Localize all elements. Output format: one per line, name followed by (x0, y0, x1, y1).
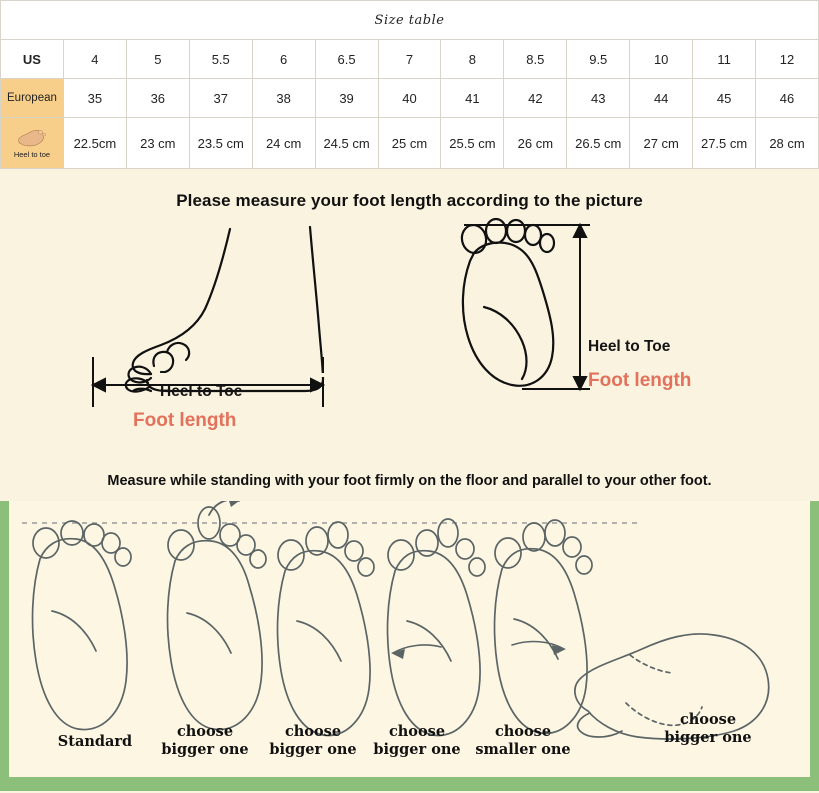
cell-eu-7: 42 (504, 79, 567, 118)
foot-caption-2-line2: bigger one (269, 741, 357, 758)
foot-caption-5-line1: choose (679, 711, 737, 728)
cell-cm-6: 25.5 cm (441, 118, 504, 169)
row-label-european: European (1, 79, 64, 118)
foot-caption-4-line1: choose (494, 723, 552, 740)
foot-caption-0-line1: Standard (57, 733, 133, 750)
table-row-heel-to-toe (1, 118, 819, 169)
cell-us-9: 10 (630, 40, 693, 79)
cell-cm-0: 22.5cm (63, 118, 126, 169)
bottom-green-border (0, 777, 819, 791)
foot-caption-2-line1: choose (284, 723, 342, 740)
foot-caption-4-line2: smaller one (475, 741, 571, 758)
cell-eu-10: 45 (693, 79, 756, 118)
cell-eu-0: 35 (63, 79, 126, 118)
top-view-heel-to-toe-label: Heel to Toe (588, 338, 671, 355)
cell-eu-9: 44 (630, 79, 693, 118)
cell-cm-10: 27.5 cm (693, 118, 756, 169)
side-view-foot-length-label: Foot length (133, 410, 237, 431)
size-table (0, 0, 819, 169)
foot-caption-3-line1: choose (388, 723, 446, 740)
size-table-container (0, 0, 819, 169)
cell-us-5: 7 (378, 40, 441, 79)
foot-icon (15, 127, 49, 149)
cell-eu-1: 36 (126, 79, 189, 118)
instruction-standing-note: Measure while standing with your foot firmly on the floor and parallel to your other foot. (107, 473, 712, 489)
foot-caption-1-line2: bigger one (161, 741, 249, 758)
foot-caption-1-line1: choose (176, 723, 234, 740)
page-title: Size table (1, 1, 819, 40)
toe-shape-comparison-panel (0, 501, 819, 791)
foot-caption-5 (638, 711, 778, 747)
cell-eu-5: 40 (378, 79, 441, 118)
cell-eu-4: 39 (315, 79, 378, 118)
cell-us-3: 6 (252, 40, 315, 79)
size-table-title-row (1, 1, 819, 40)
instruction-measure-title: Please measure your foot length according to the picture (176, 191, 643, 210)
row-label-heel-to-toe (1, 118, 64, 169)
cell-us-1: 5 (126, 40, 189, 79)
foot-caption-4 (458, 723, 588, 759)
cell-cm-2: 23.5 cm (189, 118, 252, 169)
table-row-european (1, 79, 819, 118)
top-view-foot-diagram (440, 211, 670, 431)
cell-us-6: 8 (441, 40, 504, 79)
foot-caption-3-line2: bigger one (373, 741, 461, 758)
cell-cm-11: 28 cm (756, 118, 819, 169)
cell-cm-7: 26 cm (504, 118, 567, 169)
cell-eu-2: 37 (189, 79, 252, 118)
cell-eu-8: 43 (567, 79, 630, 118)
cell-eu-6: 41 (441, 79, 504, 118)
cell-eu-3: 38 (252, 79, 315, 118)
top-view-foot-length-label: Foot length (588, 370, 692, 391)
cell-cm-9: 27 cm (630, 118, 693, 169)
cell-us-4: 6.5 (315, 40, 378, 79)
cell-eu-11: 46 (756, 79, 819, 118)
cell-us-2: 5.5 (189, 40, 252, 79)
cell-us-10: 11 (693, 40, 756, 79)
foot-icon-caption: Heel to toe (13, 150, 51, 159)
side-view-heel-to-toe-label: Heel to Toe (160, 383, 243, 400)
cell-cm-5: 25 cm (378, 118, 441, 169)
cell-us-8: 9.5 (567, 40, 630, 79)
cell-us-0: 4 (63, 40, 126, 79)
side-view-foot-diagram (55, 217, 485, 447)
cell-us-11: 12 (756, 40, 819, 79)
cell-cm-3: 24 cm (252, 118, 315, 169)
row-label-us: US (1, 40, 64, 79)
foot-caption-5-line2: bigger one (664, 729, 752, 746)
cell-us-7: 8.5 (504, 40, 567, 79)
measurement-diagrams (0, 211, 819, 471)
table-row-us (1, 40, 819, 79)
cell-cm-8: 26.5 cm (567, 118, 630, 169)
cell-cm-1: 23 cm (126, 118, 189, 169)
cell-cm-4: 24.5 cm (315, 118, 378, 169)
